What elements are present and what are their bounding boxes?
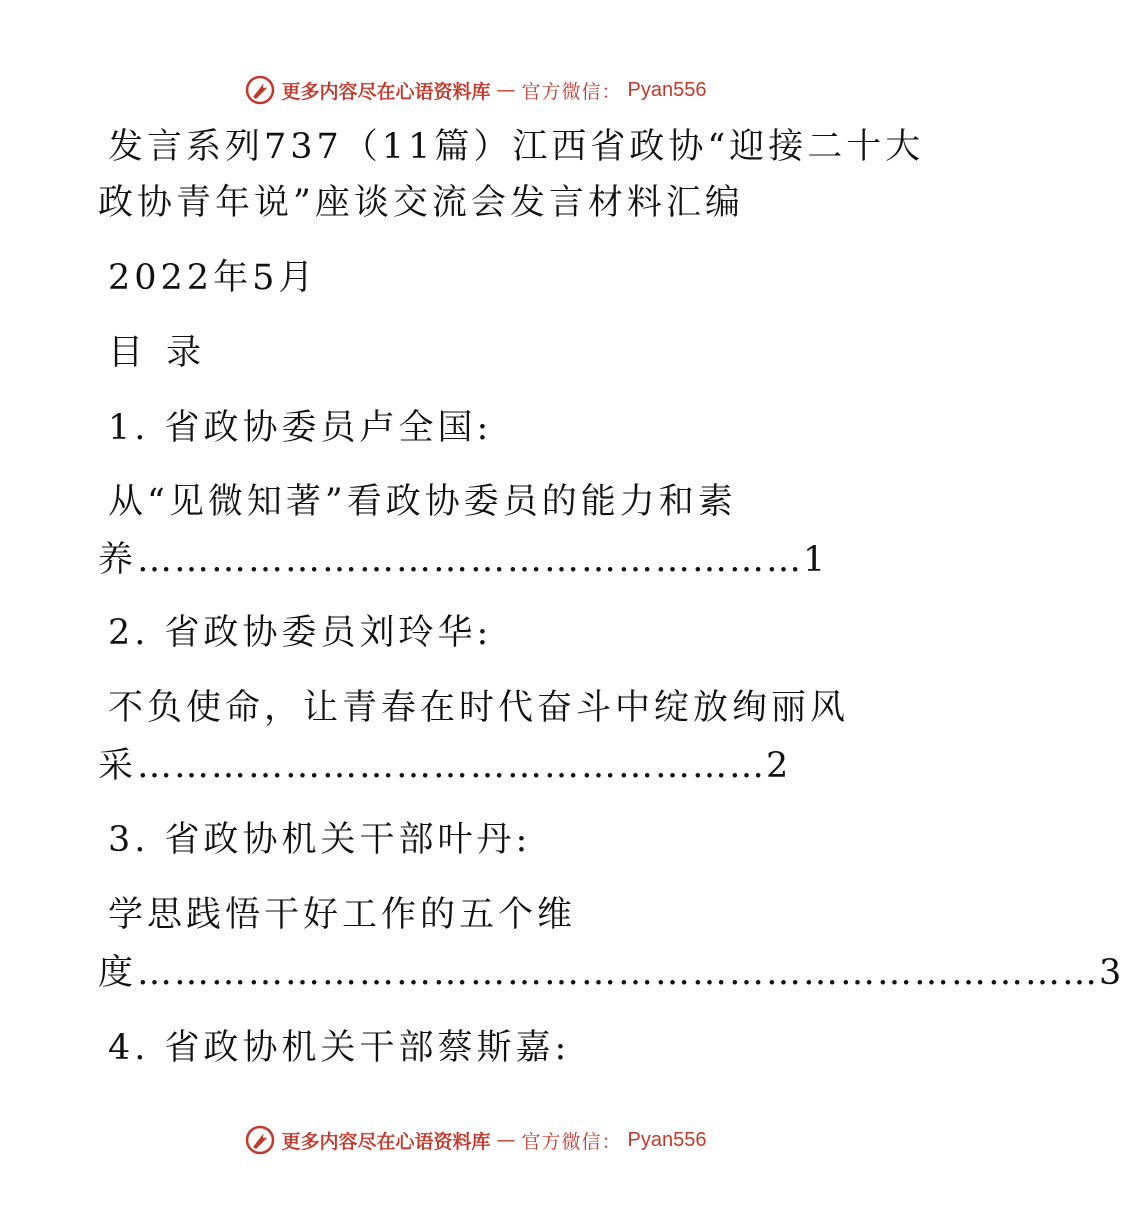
toc-item-2-entry[interactable] [98,746,792,786]
toc-item-2-title-end: 采 [98,746,138,786]
toc-item-3-speaker: 3. 省政协机关干部叶丹: [108,820,532,860]
watermark-site-text: 更多内容尽在心语资料库 [281,80,491,103]
toc-item-3-leader: …………………………………………………………………… [137,953,1100,993]
toc-item-1-title: 从“见微知著”看政协委员的能力和素 [108,482,737,522]
toc-item-2-title: 不负使命，让青春在时代奋斗中绽放绚丽风 [108,688,850,728]
toc-heading: 目 录 [108,333,208,373]
footer-watermark [0,1120,950,1160]
toc-item-1-speaker: 1. 省政协委员卢全国: [108,408,493,448]
toc-item-1-page: 1 [803,540,830,580]
toc-item-3-title-end: 度 [98,953,138,993]
watermark-separator: — [496,79,516,101]
toc-item-3-entry[interactable] [98,953,1125,993]
toc-item-2-speaker: 2. 省政协委员刘玲华: [108,613,493,653]
pen-nib-logo-icon [244,74,276,106]
document-title-line-2: 政协青年说”座谈交流会发言材料汇编 [98,183,744,223]
watermark-separator: — [496,1129,516,1151]
toc-item-3-page: 3 [1099,953,1125,993]
watermark-site-text: 更多内容尽在心语资料库 [281,1130,491,1153]
toc-item-3-title: 学思践悟干好工作的五个维 [108,895,577,935]
watermark-wechat-label: 官方微信： [521,80,622,103]
watermark-wechat-label: 官方微信： [521,1130,622,1153]
watermark-wechat-id: Pyan556 [627,78,707,101]
document-date: 2022年5月 [108,258,318,298]
toc-item-1-title-end: 养 [98,540,138,580]
watermark-wechat-id: Pyan556 [627,1128,707,1151]
header-watermark [0,70,950,110]
pen-nib-logo-icon [244,1124,276,1156]
toc-item-2-page: 2 [766,746,793,786]
document-title-line-1: 发言系列737（11篇）江西省政协“迎接二十大 [108,127,925,167]
toc-item-1-leader: ……………………………………………… [137,540,804,580]
toc-item-2-leader: …………………………………………… [137,746,767,786]
toc-item-1-entry[interactable] [98,540,829,580]
toc-item-4-speaker: 4. 省政协机关干部蔡斯嘉: [108,1028,571,1068]
